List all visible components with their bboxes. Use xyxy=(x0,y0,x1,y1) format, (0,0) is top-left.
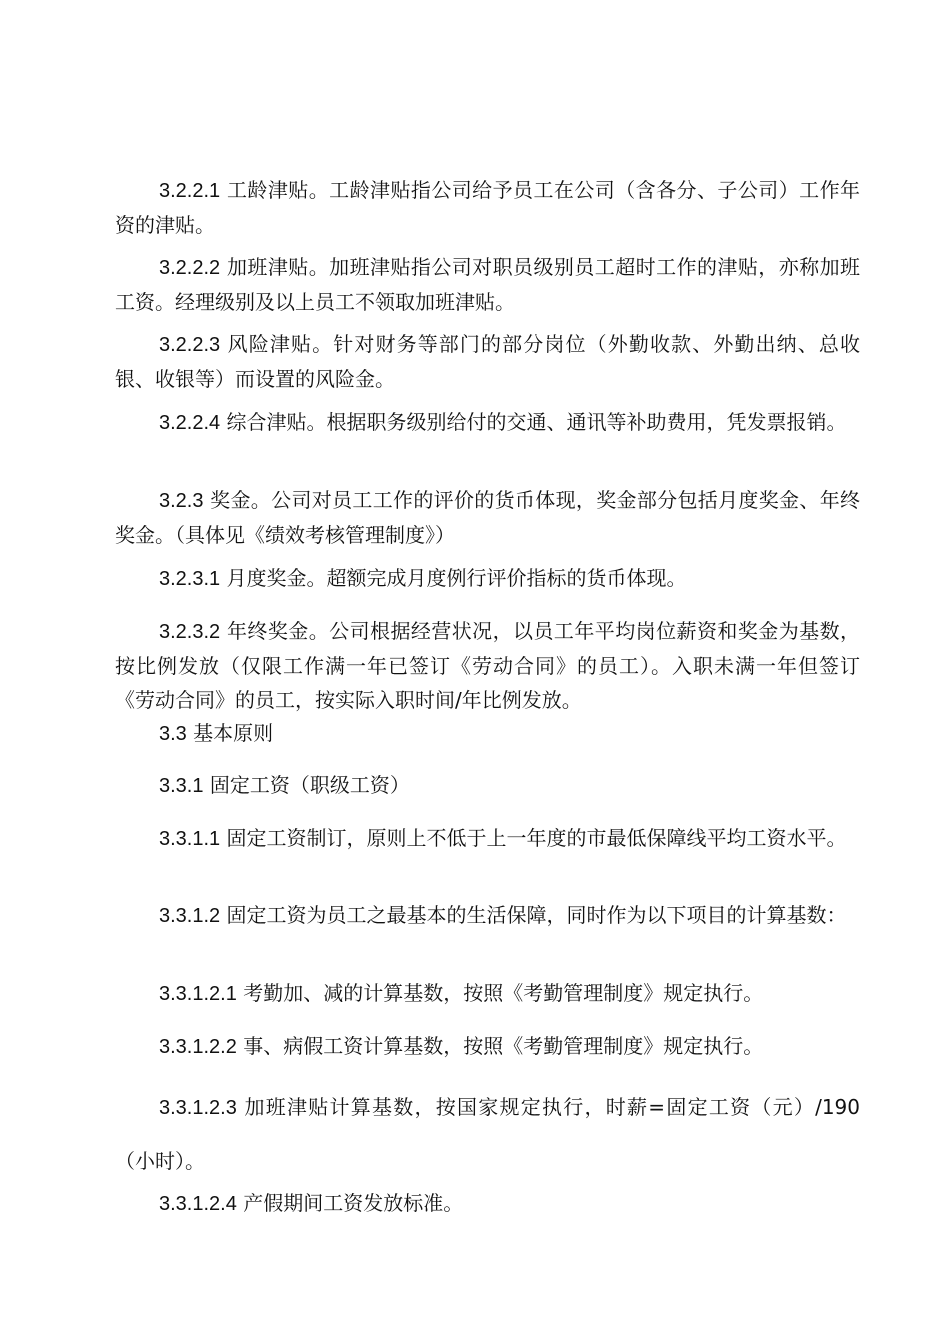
section-number: 3.2.2.3 xyxy=(159,334,221,356)
paragraph-text: 年终奖金。公司根据经营状况，以员工年平均岗位薪资和奖金为基数，按比例发放（仅限工作满一年已签订《劳动合同》的员工）。入职未满一年但签订《劳动合同》的员工，按实际入职时间/年比例发放。 xyxy=(115,619,861,712)
paragraph-3-2-2-2 xyxy=(115,250,860,319)
section-number: 3.3.1 xyxy=(159,775,204,797)
section-number: 3.3.1.2.1 xyxy=(159,983,237,1005)
section-number: 3.2.2.1 xyxy=(159,180,221,202)
section-number: 3.2.3 xyxy=(159,490,204,512)
paragraph-3-3 xyxy=(115,716,860,751)
paragraph-3-2-3 xyxy=(115,483,860,552)
paragraph-3-3-1-2-3 xyxy=(115,1081,860,1188)
paragraph-text: 月度奖金。超额完成月度例行评价指标的货币体现。 xyxy=(226,566,687,590)
paragraph-text: 工龄津贴。工龄津贴指公司给予员工在公司（含各分、子公司）工作年资的津贴。 xyxy=(115,178,861,237)
paragraph-text: 固定工资（职级工资） xyxy=(209,773,410,797)
paragraph-3-3-1 xyxy=(115,768,860,803)
paragraph-text: 加班津贴计算基数，按国家规定执行，时薪=固定工资（元）/190（小时）。 xyxy=(115,1095,861,1173)
section-number: 3.3.1.2 xyxy=(159,905,221,927)
paragraph-3-2-2-1 xyxy=(115,173,860,242)
paragraph-text: 事、病假工资计算基数，按照《考勤管理制度》规定执行。 xyxy=(243,1034,764,1058)
paragraph-3-3-1-2-4 xyxy=(115,1186,860,1221)
section-number: 3.3.1.2.4 xyxy=(159,1193,237,1215)
paragraph-3-2-3-1 xyxy=(115,561,860,596)
paragraph-text: 加班津贴。加班津贴指公司对职员级别员工超时工作的津贴，亦称加班工资。经理级别及以上员工不领取加班津贴。 xyxy=(115,255,861,314)
section-number: 3.2.3.2 xyxy=(159,621,221,643)
section-number: 3.2.2.4 xyxy=(159,412,221,434)
section-number: 3.2.3.1 xyxy=(159,568,221,590)
paragraph-text: 风险津贴。针对财务等部门的部分岗位（外勤收款、外勤出纳、总收银、收银等）而设置的风险金。 xyxy=(115,332,861,391)
paragraph-text: 基本原则 xyxy=(193,721,274,745)
paragraph-3-3-1-2-2 xyxy=(115,1029,860,1064)
section-number: 3.2.2.2 xyxy=(159,257,221,279)
paragraph-3-3-1-1 xyxy=(115,821,860,856)
section-number: 3.3 xyxy=(159,723,187,745)
paragraph-3-2-2-3 xyxy=(115,327,860,396)
section-number: 3.3.1.1 xyxy=(159,828,221,850)
paragraph-3-2-3-2 xyxy=(115,614,860,717)
paragraph-text: 固定工资为员工之最基本的生活保障，同时作为以下项目的计算基数： xyxy=(226,903,847,927)
paragraph-3-3-1-2-1 xyxy=(115,976,860,1011)
paragraph-3-2-2-4 xyxy=(115,405,860,440)
paragraph-text: 奖金。公司对员工工作的评价的货币体现，奖金部分包括月度奖金、年终奖金。（具体见《绩效考核管理制度》） xyxy=(115,488,861,547)
section-number: 3.3.1.2.3 xyxy=(159,1097,237,1119)
paragraph-text: 考勤加、减的计算基数，按照《考勤管理制度》规定执行。 xyxy=(243,981,764,1005)
paragraph-text: 产假期间工资发放标准。 xyxy=(243,1191,464,1215)
paragraph-3-3-1-2 xyxy=(115,898,860,933)
paragraph-text: 固定工资制订，原则上不低于上一年度的市最低保障线平均工资水平。 xyxy=(226,826,847,850)
section-number: 3.3.1.2.2 xyxy=(159,1036,237,1058)
paragraph-text: 综合津贴。根据职务级别给付的交通、通讯等补助费用，凭发票报销。 xyxy=(226,410,847,434)
